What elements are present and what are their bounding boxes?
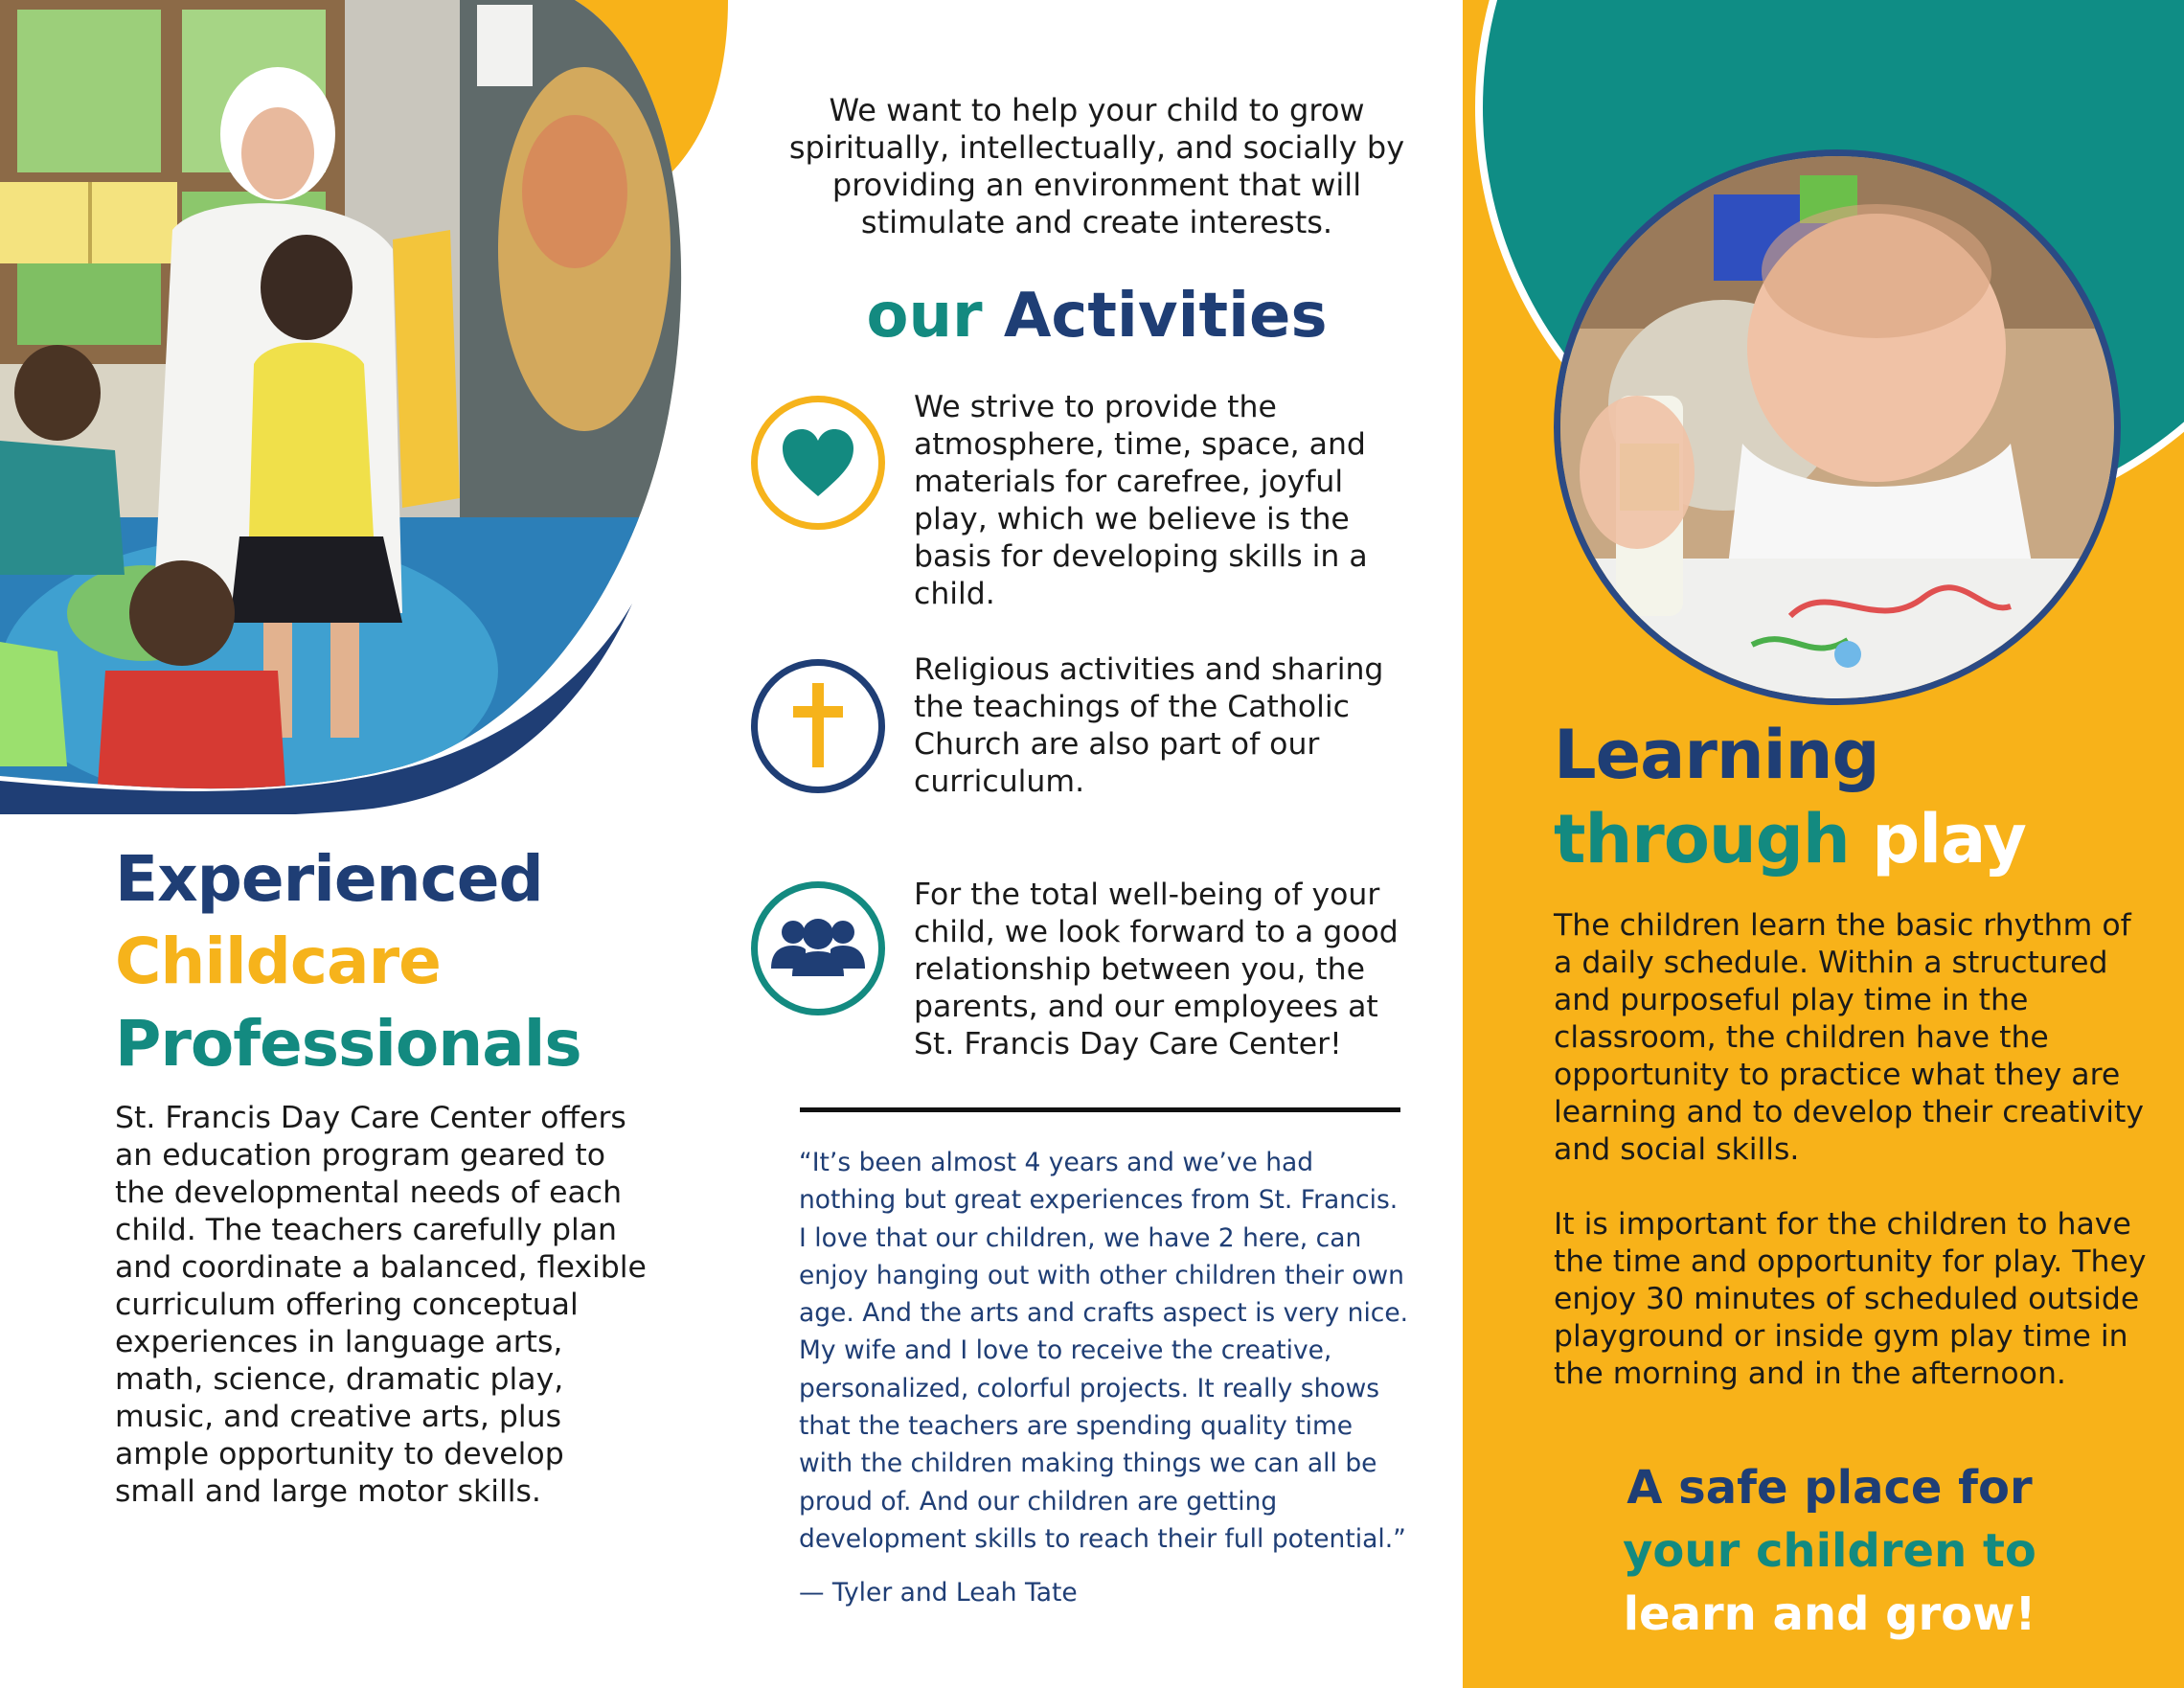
- tagline-line2: your children to: [1623, 1524, 2036, 1578]
- right-body-text: [1554, 907, 2148, 1393]
- left-body-text: St. Francis Day Care Center offers an education program geared to the developmental needs of each child. The teachers carefully plan and coordinate a balanced, flexible curriculum offering conceptual experiences in language arts, math, science, dramatic play, music, and creative arts, plus ample opportunity to develop small and large motor skills.: [115, 1101, 647, 1509]
- divider: [800, 1107, 1400, 1112]
- right-heading-word2: through: [1554, 800, 1850, 878]
- left-heading-line1: Experienced: [115, 842, 543, 916]
- left-heading-line2: Childcare: [115, 924, 441, 998]
- testimonial-author: — Tyler and Leah Tate: [799, 1578, 1078, 1608]
- tagline-line1: A safe place for: [1627, 1461, 2033, 1515]
- intro-text: We want to help your child to grow spiritually, intellectually, and socially by providing an environment that will stimulate and create interests.: [788, 92, 1405, 240]
- activities-heading: [766, 278, 1427, 354]
- right-heading-line1: Learning: [1554, 716, 1879, 794]
- activity-text-2: Religious activities and sharing the teachings of the Catholic Church are also part of our curriculum.: [914, 652, 1384, 799]
- activities-heading-part2: Activities: [1003, 281, 1328, 352]
- cross-icon: [751, 659, 885, 793]
- heart-icon: [751, 396, 885, 530]
- activity-text-1: We strive to provide the atmosphere, time, space, and materials for carefree, joyful play, which we believe is the basis for developing skills in a child.: [914, 390, 1368, 611]
- tagline: [1571, 1456, 2088, 1646]
- tagline-line3: learn and grow!: [1623, 1587, 2036, 1641]
- left-heading: [115, 838, 581, 1085]
- people-icon: [751, 881, 885, 1015]
- baby-photo: [1554, 149, 2121, 705]
- testimonial-text: “It’s been almost 4 years and we’ve had nothing but great experiences from St. Francis. I love that our children, we have 2 here, can enjoy hanging out with other children their own age. And the arts and crafts aspect is very nice. My wife and I love to receive the creative, personalized, colorful projects. It really shows that the teachers are spending quality time with the children making things we can all be proud of. And our children are getting development skills to reach their full potential.”: [799, 1148, 1409, 1554]
- right-heading-word3: play: [1872, 800, 2026, 878]
- left-heading-line3: Professionals: [115, 1007, 581, 1081]
- right-body-paragraph-1: The children learn the basic rhythm of a daily schedule. Within a structured and purposeful play time in the classroom, the children have the opportunity to practice what they are learning and to develop their creativity and social skills.: [1554, 908, 2145, 1167]
- right-body-paragraph-2: It is important for the children to have the time and opportunity for play. They enjoy 30 minutes of scheduled outside playground or inside gym play time in the morning and in the afternoon.: [1554, 1207, 2147, 1391]
- activity-text-3: For the total well-being of your child, we look forward to a good relationship between you, the parents, and our employees at St. Francis Day Care Center!: [914, 878, 1399, 1061]
- right-heading: [1554, 713, 2026, 881]
- activities-heading-part1: our: [866, 281, 983, 352]
- classroom-photo: [0, 0, 728, 814]
